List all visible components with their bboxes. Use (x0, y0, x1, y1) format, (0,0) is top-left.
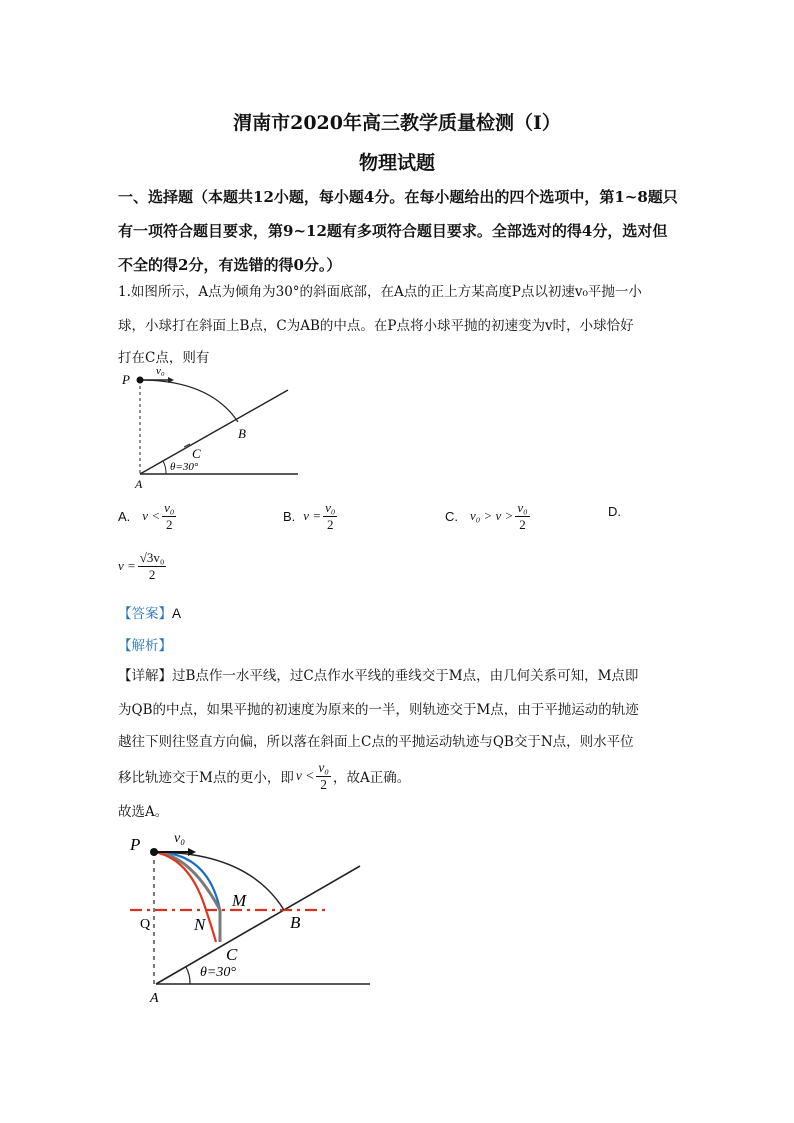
trajectory-curve (140, 380, 238, 422)
label-a: A (150, 991, 159, 1006)
answer-value: A (172, 606, 182, 621)
incline-line (156, 866, 360, 984)
option-b[interactable] (283, 496, 339, 536)
option-d-numerator: √3v₀ (139, 549, 165, 565)
question-stem-line-1: 1.如图所示，A点为倾角为30°的斜面底部，在A点的正上方某高度P点以初速v₀平抛一小 (118, 284, 642, 300)
detail-text-1: 过B点作一水平线，过C点作水平线的垂线交于M点，由几何关系可知，M点即 (172, 668, 639, 684)
label-p: P (122, 372, 130, 387)
label-v0: v₀ (174, 831, 186, 846)
label-c: C (226, 945, 238, 964)
detail-line-4-lhs: v < (295, 768, 315, 783)
label-b: B (290, 913, 301, 932)
label-c: C (192, 446, 201, 461)
option-b-fraction (323, 500, 337, 533)
detail-line-1 (118, 664, 638, 684)
option-b-numerator: v₀ (325, 499, 336, 515)
conclusion: 故选A。 (118, 804, 169, 820)
question-stem-line-2: 球，小球打在斜面上B点，C为AB的中点。在P点将小球平抛的初速变为v时，小球恰好 (118, 318, 634, 334)
page-subtitle: 物理试题 (358, 152, 435, 174)
projectile-figure-2 (120, 824, 370, 1008)
option-c[interactable] (445, 496, 532, 536)
label-n: N (194, 915, 206, 934)
projectile-figure-1 (110, 362, 310, 490)
option-a-numerator: v₀ (164, 499, 175, 515)
label-angle: θ=30° (200, 965, 236, 980)
label-m: M (232, 891, 247, 910)
option-b-lhs: v = (303, 508, 322, 523)
angle-arc (163, 461, 166, 474)
option-d-denominator: 2 (148, 566, 156, 582)
label-a: A (135, 477, 143, 490)
option-d-fraction (138, 550, 167, 583)
option-a-denominator: 2 (165, 516, 173, 532)
option-c-lhs: v₀ > v > (470, 508, 514, 523)
answer-tag: 【答案】 (118, 606, 172, 622)
angle-arc (186, 967, 190, 984)
option-c-fraction (515, 500, 529, 533)
gray-trajectory (154, 852, 220, 942)
option-d-lhs: v = (118, 558, 136, 573)
detail-text-4-pre: 移比轨迹交于M点的更小，即 (118, 770, 294, 786)
option-b-denominator: 2 (326, 516, 334, 532)
label-angle: θ=30° (170, 461, 199, 473)
page-title: 渭南市2020年高三教学质量检测（Ⅰ） (233, 112, 561, 134)
option-c-denominator: 2 (519, 516, 526, 532)
incline-line (140, 390, 288, 474)
option-c-label: C. (445, 508, 458, 524)
option-a-fraction (162, 500, 176, 533)
detail-line-2: 为QB的中点，如果平抛的初速度为原来的一半，则轨迹交于M点，由于平抛运动的轨迹 (118, 702, 639, 718)
option-a[interactable] (118, 496, 178, 536)
analysis-tag: 【解析】 (118, 638, 172, 654)
option-b-label: B. (283, 508, 296, 524)
label-q: Q (140, 917, 151, 932)
label-v0: v₀ (156, 365, 165, 377)
detail-tag: 【详解】 (118, 668, 172, 684)
detail-text-4-post: ，故A正确。 (333, 770, 411, 786)
detail-line-3: 越往下则往竖直方向偏，所以落在斜面上C点的平抛运动轨迹与QB交于N点，则水平位 (118, 734, 634, 750)
answer-row (118, 602, 181, 622)
option-a-label: A. (118, 508, 131, 524)
label-p: P (130, 835, 141, 854)
option-d-label[interactable]: D. (608, 504, 621, 519)
option-a-lhs: v < (142, 508, 161, 523)
option-c-numerator: v₀ (517, 499, 528, 515)
label-b: B (238, 426, 246, 441)
detail-line-4 (118, 756, 410, 796)
detail-line-4-denominator: 2 (320, 776, 328, 792)
question-stem-line-3: 打在C点，则有 (118, 350, 210, 366)
point-p-dot (150, 848, 158, 856)
detail-line-4-numerator: v₀ (318, 759, 329, 775)
option-d[interactable] (118, 546, 168, 586)
point-p-dot (137, 377, 144, 384)
section-heading: 一、选择题（本题共12小题，每小题4分。在每小题给出的四个选项中，第1~8题只有一项符合题目要求，第9~12题有多项符合题目要求。全部选对的得4分，选对但不全的得2分，有选错的得0分。） (118, 188, 678, 274)
detail-line-4-fraction (316, 760, 331, 793)
